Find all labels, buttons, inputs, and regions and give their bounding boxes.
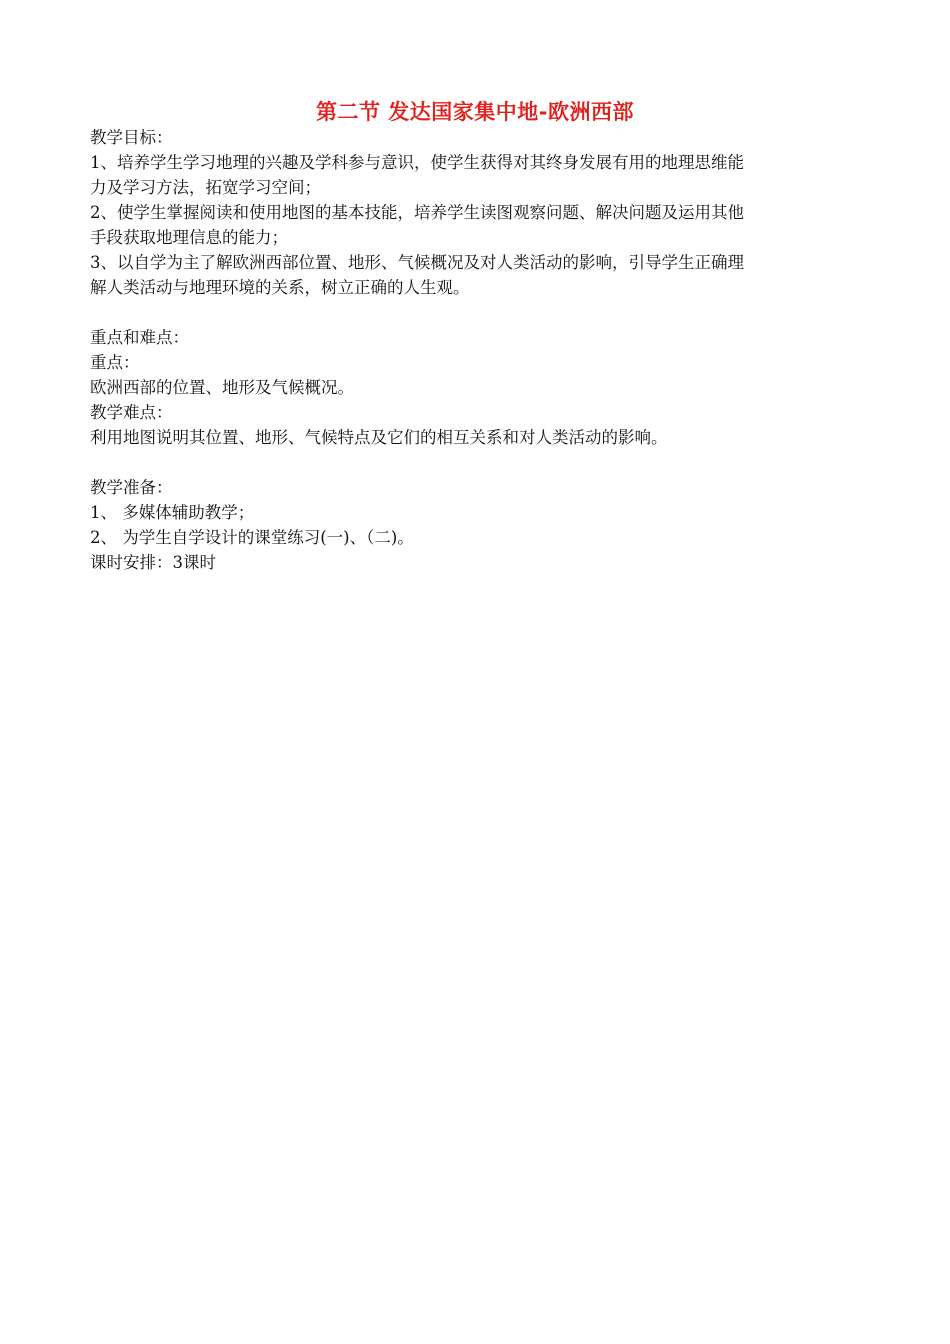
prep-heading: 教学准备： [90, 478, 173, 497]
goal-line: 1、培养学生学习地理的兴趣及学科参与意识，使学生获得对其终身发展有用的地理思维能 [90, 153, 744, 172]
goal-line: 3、以自学为主了解欧洲西部位置、地形、气候概况及对人类活动的影响，引导学生正确理 [90, 253, 744, 272]
key-points-heading: 重点和难点： [90, 328, 189, 347]
goal-line: 2、使学生掌握阅读和使用地图的基本技能，培养学生读图观察问题、解决问题及运用其他 [90, 203, 744, 222]
goals-heading: 教学目标： [90, 128, 173, 147]
goal-line: 力及学习方法，拓宽学习空间； [90, 178, 321, 197]
key-text: 欧洲西部的位置、地形及气候概况。 [90, 378, 354, 397]
prep-item: 2、 为学生自学设计的课堂练习(一)、（二)。 [90, 528, 414, 547]
spacer [90, 450, 860, 475]
document-body [90, 125, 860, 575]
difficulty-label: 教学难点： [90, 403, 173, 422]
key-label: 重点： [90, 353, 140, 372]
schedule-text: 课时安排：3课时 [90, 553, 216, 572]
difficulty-text: 利用地图说明其位置、地形、气候特点及它们的相互关系和对人类活动的影响。 [90, 428, 668, 447]
goal-line: 解人类活动与地理环境的关系，树立正确的人生观。 [90, 278, 470, 297]
prep-item: 1、 多媒体辅助教学； [90, 503, 255, 522]
document-title: 第二节 发达国家集中地-欧洲西部 [315, 100, 635, 124]
goal-line: 手段获取地理信息的能力； [90, 228, 288, 247]
spacer [90, 300, 860, 325]
